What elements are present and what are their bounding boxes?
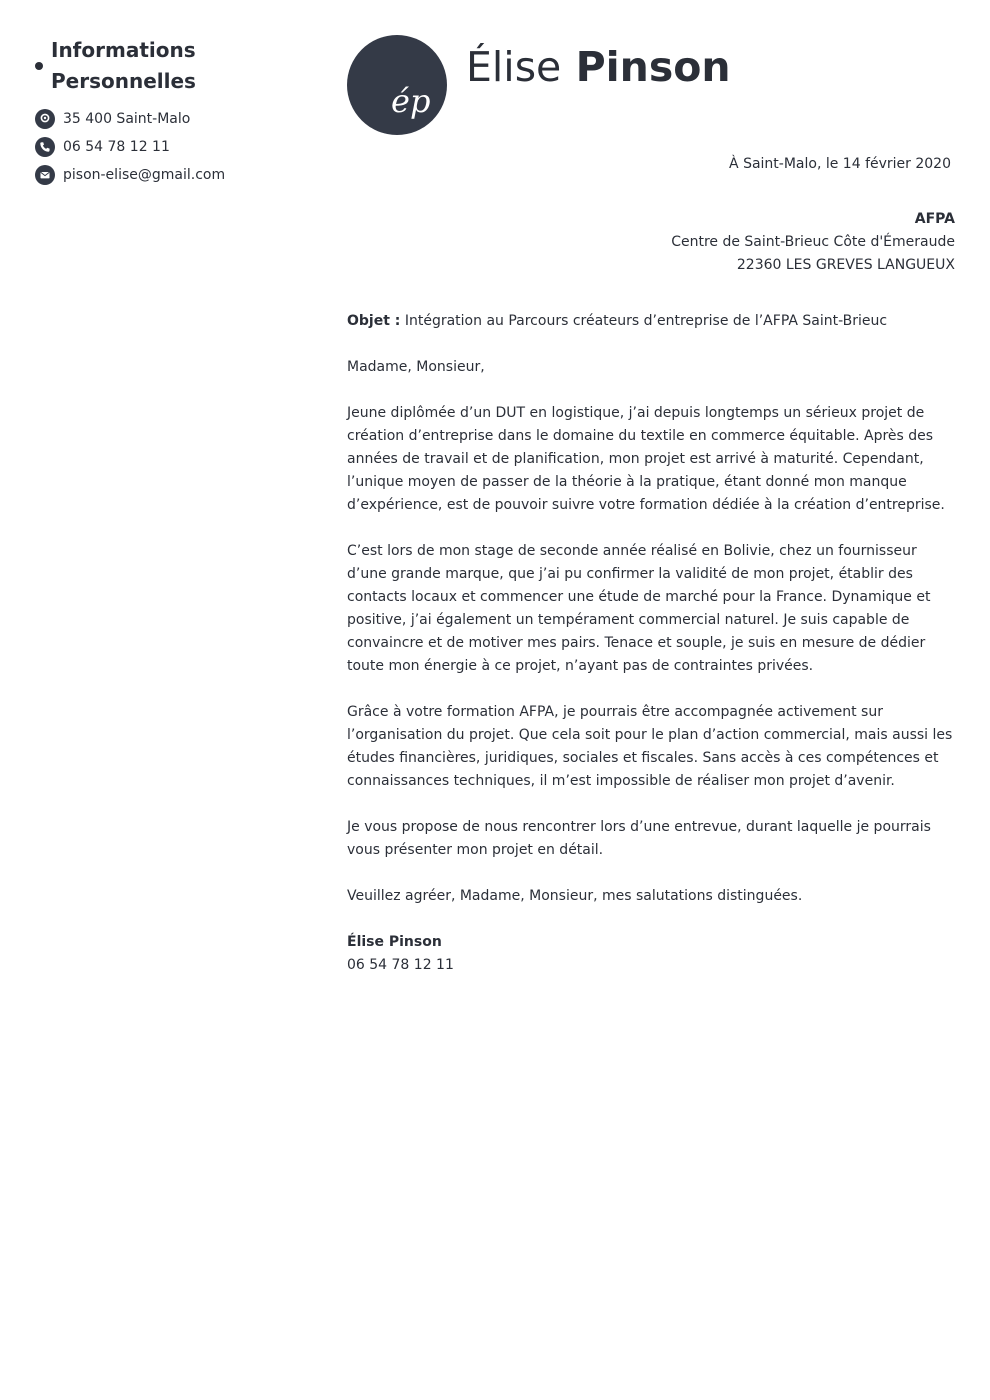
letter-main: [347, 35, 955, 973]
contact-phone: [35, 133, 305, 161]
contact-address: [35, 105, 305, 133]
monogram-initials: ép: [391, 82, 431, 120]
signature-name: Élise Pinson: [347, 934, 442, 950]
paragraph: Jeune diplômée d’un DUT en logistique, j’ai depuis longtemps un sérieux projet de création d’entreprise dans le domaine du textile en commerce équitable. Après des années de travail et de planification, mon projet est arrivé à maturité. Cependant, l’unique moyen de passer de la théorie à la pratique, étant donné mon manque d’expérience, est de pouvoir suivre votre formation dédiée à la création d’entreprise.: [347, 405, 945, 513]
paragraph: Grâce à votre formation AFPA, je pourrais être accompagnée activement sur l’organisation du projet. Que cela soit pour le plan d’action commercial, mais aussi les études financières, juridiques, sociales et fiscales. Sans accès à ces compétences et connaissances techniques, il m’est impossible de réaliser mon projet d’avenir.: [347, 704, 953, 789]
location-pin-icon: [35, 109, 55, 129]
recipient-block: [671, 208, 955, 277]
recipient-org: AFPA: [914, 211, 955, 227]
email-link[interactable]: pison-elise@gmail.com: [63, 167, 226, 183]
heading-line-1: Informations: [51, 38, 196, 62]
paragraph: C’est lors de mon stage de seconde année réalisé en Bolivie, chez un fournisseur d’une grande marque, que j’ai pu confirmer la validité de mon projet, établir des contacts locaux et commencer une étude de marché pour la France. Dynamique et positive, j’ai également un tempérament commercial naturel. Je suis capable de convaincre et de motiver mes pairs. Tenace et souple, je suis en mesure de dédier toute mon énergie à ce projet, n’ayant pas de contraintes privées.: [347, 543, 931, 674]
contact-email: [35, 161, 305, 189]
closing: Veuillez agréer, Madame, Monsieur, mes salutations distinguées.: [347, 888, 803, 904]
author-name: [466, 43, 731, 91]
recipient-line-1: Centre de Saint-Brieuc Côte d'Émeraude: [671, 234, 955, 250]
letter-header: [347, 35, 955, 135]
subject-line: [347, 310, 955, 333]
monogram-avatar: [347, 35, 447, 135]
recipient-line-2: 22360 LES GREVES LANGUEUX: [736, 257, 955, 273]
contact-list: [35, 105, 305, 189]
phone-icon: [35, 137, 55, 157]
subject-text: Intégration au Parcours créateurs d’entreprise de l’AFPA Saint-Brieuc: [404, 313, 888, 329]
envelope-icon: [35, 165, 55, 185]
address-text: 35 400 Saint-Malo: [63, 111, 191, 127]
signature-block: [347, 931, 955, 977]
salutation: Madame, Monsieur,: [347, 359, 485, 375]
signature-phone: 06 54 78 12 11: [347, 957, 454, 973]
last-name: Pinson: [575, 43, 731, 91]
heading-line-2: Personnelles: [51, 69, 196, 93]
sidebar: [35, 35, 305, 189]
bullet-dot-icon: [35, 62, 43, 70]
phone-text: 06 54 78 12 11: [63, 139, 170, 155]
subject-label: Objet :: [347, 313, 401, 329]
paragraph: Je vous propose de nous rencontrer lors d’une entrevue, durant laquelle je pourrais vous présenter mon projet en détail.: [347, 819, 931, 858]
letter-date: À Saint-Malo, le 14 février 2020: [729, 156, 951, 172]
first-name: Élise: [466, 43, 562, 91]
letter-body: [347, 310, 955, 977]
personal-info-heading: [35, 35, 305, 97]
